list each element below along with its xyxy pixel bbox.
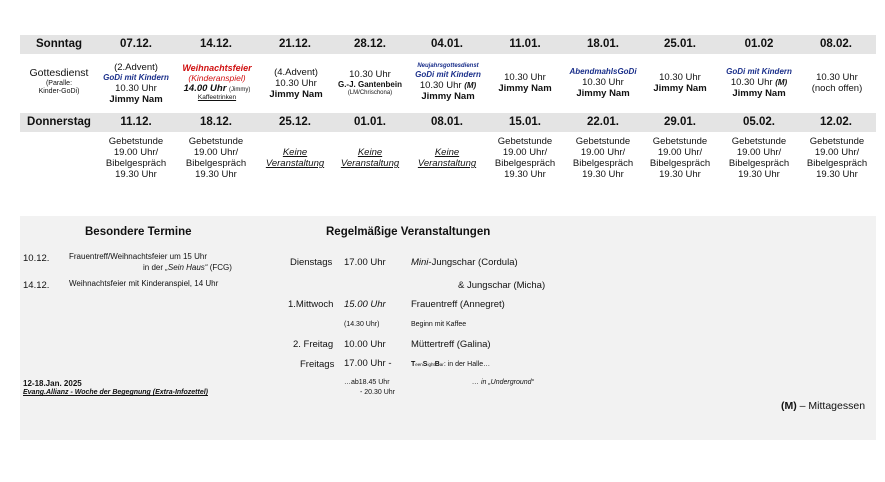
sunday-date: 21.12. — [279, 38, 311, 50]
regel-time: (14.30 Uhr) — [344, 321, 380, 328]
cell-line: Veranstaltung — [417, 158, 477, 169]
event-text-part: in der — [143, 263, 166, 272]
regel-what: … in „Underground“ — [472, 379, 534, 386]
cell-line: Neujahrsgottesdienst — [417, 63, 479, 69]
cell-line: 19.30 Uhr — [816, 169, 858, 180]
cell-line: 19.00 Uhr/ — [814, 147, 860, 158]
sunday-date: 08.02. — [820, 38, 852, 50]
event-text: Weihnachtsfeier mit Kinderanspiel, 14 Uhr — [69, 279, 219, 288]
cell-note: (M) — [775, 78, 788, 87]
thursday-cell — [720, 136, 798, 180]
regel-what-part: Mini — [411, 257, 429, 268]
cell-line: 19.30 Uhr — [582, 169, 624, 180]
cell-line: 10.30 Uhr — [659, 72, 701, 83]
cell-line: 10.30 Uhr — [816, 72, 858, 83]
cell-time: 10.30 Uhr — [730, 77, 773, 88]
cell-line: Bibelgespräch — [649, 158, 711, 169]
cell-line: 10.30 Uhr — [275, 78, 317, 89]
sunday-cell — [256, 67, 336, 100]
cell-line: Bibelgespräch — [494, 158, 556, 169]
cell-line: 19.30 Uhr — [659, 169, 701, 180]
cell-line: Jimmy Nam — [732, 88, 786, 99]
regel-time: - 20.30 Uhr — [360, 389, 396, 396]
thursday-label: Donnerstag — [27, 116, 91, 128]
cell-line: Keine — [357, 147, 383, 158]
sunday-date: 14.12. — [200, 38, 232, 50]
cell-note: (M) — [464, 81, 477, 90]
sunday-cell — [330, 69, 410, 97]
cell-line: Gebetstunde — [809, 136, 865, 147]
thursday-date: 11.12. — [120, 116, 152, 128]
cell-line: 19.00 Uhr/ — [736, 147, 782, 158]
cell-line: Gebetstunde — [731, 136, 787, 147]
regel-what-part: een — [415, 362, 423, 367]
cell-line: Gebetstunde — [652, 136, 708, 147]
sunday-date: 28.12. — [354, 38, 386, 50]
regel-time: 17.00 Uhr — [344, 257, 386, 268]
regel-what: & Jungschar (Micha) — [458, 280, 546, 291]
cell-line: Veranstaltung — [265, 158, 325, 169]
cell-line: Gebetstunde — [188, 136, 244, 147]
cell-line: 19.00 Uhr/ — [580, 147, 626, 158]
sunday-cell — [97, 62, 175, 105]
event-text: Frauentreff/Weihnachtsfeier um 15 Uhr — [69, 252, 207, 261]
sunday-cell — [641, 72, 719, 94]
thursday-cell — [797, 136, 877, 180]
thursday-cell — [408, 147, 486, 169]
cell-line: (noch offen) — [811, 83, 863, 94]
cell-line: 19.00 Uhr/ — [657, 147, 703, 158]
sunday-date: 07.12. — [120, 38, 152, 50]
cell-line: Veranstaltung — [340, 158, 400, 169]
thursday-cell — [486, 136, 564, 180]
thursday-date: 25.12. — [279, 116, 311, 128]
event-text-part: „Sein Haus“ — [165, 263, 208, 272]
cell-line: (Kinderanspiel) — [188, 73, 246, 83]
cell-line: 19.30 Uhr — [504, 169, 546, 180]
cell-time: 14.00 Uhr — [183, 83, 227, 94]
regel-what-part: S — [422, 361, 428, 368]
lower-panel — [20, 216, 876, 440]
cell-line: Keine — [282, 147, 308, 158]
event-date: 14.12. — [23, 280, 50, 291]
regel-what: Müttertreff (Galina) — [411, 339, 491, 350]
cell-line: Jimmy Nam — [269, 89, 323, 100]
event-text-part: (FCG) — [207, 263, 232, 272]
regel-time: 10.00 Uhr — [344, 339, 386, 350]
thursday-cell — [564, 136, 642, 180]
event-text — [143, 263, 232, 272]
regel-what — [411, 257, 518, 268]
regel-time: 15.00 Uhr — [344, 299, 386, 310]
thursday-date: 12.02. — [820, 116, 852, 128]
cell-line: Gebetstunde — [575, 136, 631, 147]
event-date: 12-18.Jan. 2025 — [23, 379, 82, 388]
cell-line: 19.00 Uhr/ — [502, 147, 548, 158]
cell-line: Bibelgespräch — [105, 158, 167, 169]
cell-line: AbendmahlsGoDi — [569, 67, 637, 76]
cell-line: 19.30 Uhr — [115, 169, 157, 180]
gottesdienst-title: Gottesdienst — [29, 67, 89, 79]
sunday-date: 18.01. — [587, 38, 619, 50]
thursday-cell — [331, 147, 409, 169]
note-mark: (M) — [781, 400, 797, 412]
cell-line: 10.30 Uhr — [504, 72, 546, 83]
thursday-cell — [177, 136, 255, 180]
sunday-cell — [719, 67, 799, 99]
sunday-cell — [563, 67, 643, 99]
cell-line: 10.30 Uhr — [349, 69, 391, 80]
sunday-cell — [797, 72, 877, 94]
cell-line — [176, 83, 258, 94]
sunday-date: 01.02 — [744, 38, 774, 50]
cell-line: Keine — [434, 147, 460, 158]
cell-time: 10.30 Uhr — [419, 80, 462, 91]
regel-what-part: ar — [439, 362, 444, 367]
cell-line: 10.30 Uhr — [115, 83, 157, 94]
regel-time: …ab18.45 Uhr — [344, 379, 390, 386]
cell-line — [719, 77, 799, 88]
regel-what-part: -Jungschar (Cordula) — [428, 257, 518, 268]
cell-line: (LM/Chrischona) — [347, 90, 393, 96]
thursday-date: 15.01. — [509, 116, 541, 128]
thursday-cell — [641, 136, 719, 180]
regel-what: Beginn mit Kaffee — [411, 321, 467, 328]
regel-what-part: : in der Halle… — [443, 361, 491, 368]
mittagessen-note — [781, 400, 865, 412]
regel-day: Freitags — [300, 359, 335, 370]
cell-line: (2.Advent) — [114, 62, 158, 73]
regel-title: Regelmäßige Veranstaltungen — [326, 226, 491, 238]
cell-line: (4.Advent) — [274, 67, 318, 78]
besondere-title: Besondere Termine — [85, 226, 192, 238]
cell-line: 19.00 Uhr/ — [193, 147, 239, 158]
cell-line: 19.30 Uhr — [738, 169, 780, 180]
thursday-cell — [256, 147, 334, 169]
regel-what-part: B — [434, 361, 440, 368]
event-text: Evang.Allianz - Woche der Begegnung (Extra-Infozettel) — [23, 389, 208, 396]
cell-line: G.-J. Gantenbein — [337, 80, 402, 89]
cell-line — [408, 80, 488, 91]
cell-line: GoDi mit Kindern — [726, 67, 792, 76]
gottesdienst-sub: (Paralle: — [45, 80, 73, 87]
sunday-label: Sonntag — [36, 38, 82, 50]
cell-line: 19.30 Uhr — [195, 169, 237, 180]
regel-day: 2. Freitag — [293, 339, 334, 350]
thursday-date: 05.02. — [743, 116, 775, 128]
regel-day: 1.Mittwoch — [288, 299, 334, 310]
sunday-cell — [486, 72, 564, 94]
cell-line: 19.00 Uhr/ — [113, 147, 159, 158]
regel-what — [411, 361, 490, 368]
thursday-date: 18.12. — [200, 116, 232, 128]
cell-line: GoDi mit Kindern — [103, 73, 169, 82]
sunday-date: 04.01. — [431, 38, 463, 50]
cell-line: Weihnachtsfeier — [182, 63, 252, 73]
note-text: – Mittagessen — [796, 400, 866, 412]
cell-line: Kaffeetrinken — [197, 94, 237, 101]
sunday-cell — [176, 63, 258, 101]
regel-time: 17.00 Uhr - — [344, 358, 392, 369]
cell-line: Bibelgespräch — [806, 158, 868, 169]
sunday-date: 25.01. — [664, 38, 696, 50]
cell-line: Jimmy Nam — [576, 88, 630, 99]
cell-line: Gebetstunde — [108, 136, 164, 147]
cell-line: Bibelgespräch — [572, 158, 634, 169]
cell-line: Bibelgespräch — [185, 158, 247, 169]
sunday-cell — [408, 63, 488, 102]
cell-line: Jimmy Nam — [498, 83, 552, 94]
cell-line: Jimmy Nam — [109, 94, 163, 105]
regel-what: Frauentreff (Annegret) — [411, 299, 505, 310]
thursday-date: 01.01. — [354, 116, 386, 128]
regel-day: Dienstags — [290, 257, 333, 268]
event-date: 10.12. — [23, 253, 50, 264]
gottesdienst-label — [20, 67, 98, 96]
thursday-cell — [97, 136, 175, 180]
cell-line: Gebetstunde — [497, 136, 553, 147]
thursday-date: 08.01. — [431, 116, 463, 128]
sunday-date: 11.01. — [509, 38, 541, 50]
thursday-date: 29.01. — [664, 116, 696, 128]
cell-note: (Jimmy) — [229, 87, 251, 93]
cell-line: Bibelgespräch — [728, 158, 790, 169]
thursday-date: 22.01. — [587, 116, 619, 128]
cell-line: GoDi mit Kindern — [415, 70, 481, 79]
gottesdienst-sub: Kinder-GoDi) — [38, 88, 80, 95]
cell-line: 10.30 Uhr — [582, 77, 624, 88]
cell-line: Jimmy Nam — [653, 83, 707, 94]
regel-what-part: T — [411, 361, 416, 368]
regel-what-part: ight — [427, 362, 435, 367]
cell-line: Jimmy Nam — [421, 91, 475, 102]
